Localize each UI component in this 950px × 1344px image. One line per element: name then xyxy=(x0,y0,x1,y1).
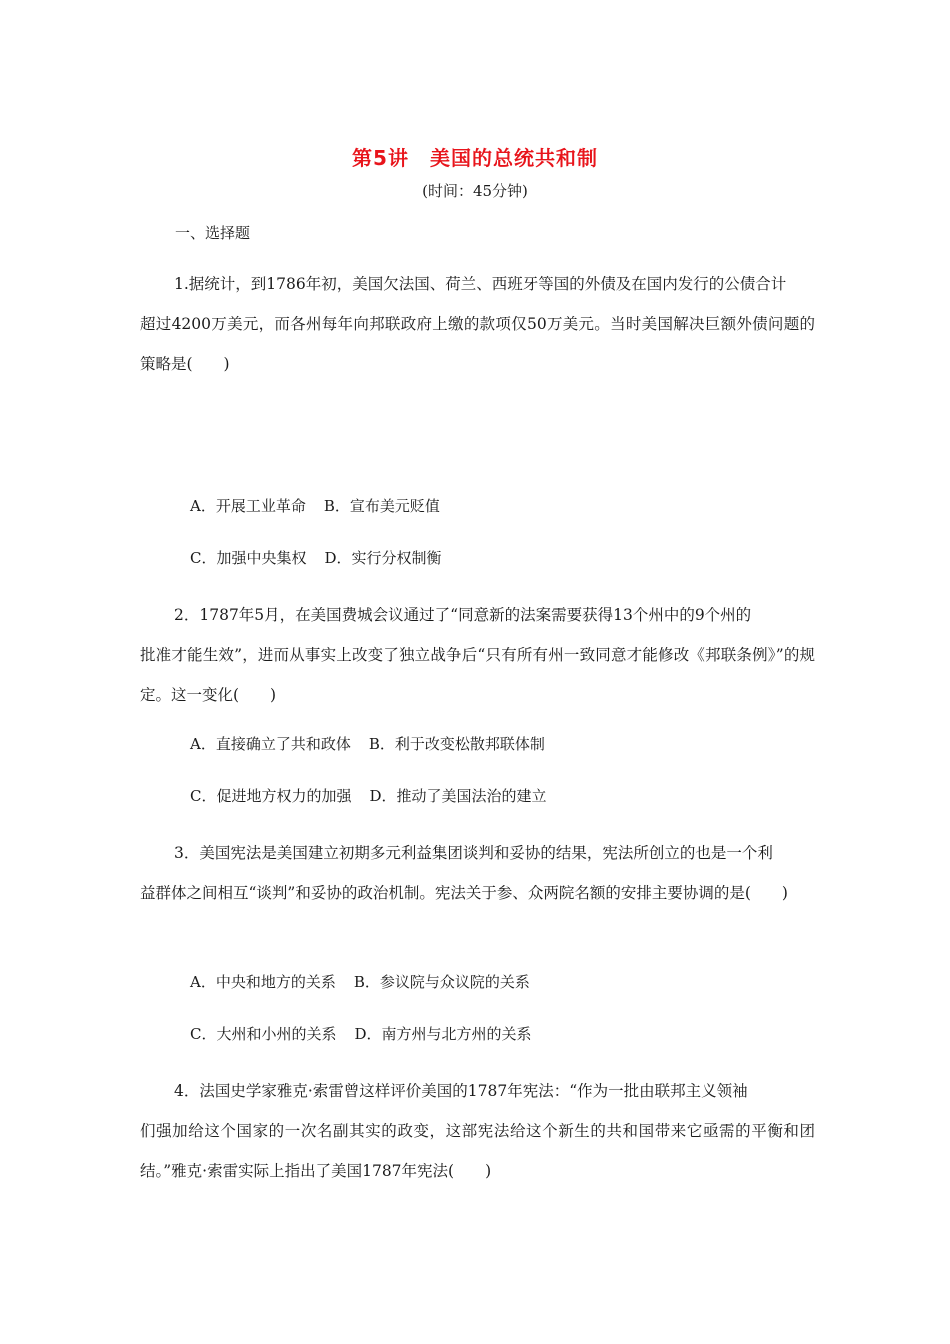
question-3-text-rest: 益群体之间相互“谈判”和妥协的政治机制。宪法关于参、众两院名额的安排主要协调的是( ) xyxy=(140,884,788,902)
question-1 xyxy=(140,264,815,384)
question-3-options-row1 xyxy=(190,971,530,992)
option-b[interactable]: B．参议院与众议院的关系 xyxy=(353,973,530,991)
question-4-text-line1: 4．法国史学家雅克·索雷曾这样评价美国的1787年宪法：“作为一批由联邦主义领袖 xyxy=(174,1082,748,1100)
question-3-text-line1: 3．美国宪法是美国建立初期多元利益集团谈判和妥协的结果，宪法所创立的也是一个利 xyxy=(174,844,773,862)
option-a[interactable]: A．中央和地方的关系 xyxy=(190,973,336,991)
question-1-text-rest: 超过4200万美元，而各州每年向邦联政府上缴的款项仅50万美元。当时美国解决巨额外债问题的策略是( ) xyxy=(140,315,815,373)
option-d[interactable]: D．南方州与北方州的关系 xyxy=(354,1025,532,1043)
option-c[interactable]: C．大州和小州的关系 xyxy=(190,1025,337,1043)
question-4 xyxy=(140,1071,815,1191)
question-1-text-line1: 1.据统计，到1786年初，美国欠法国、荷兰、西班牙等国的外债及在国内发行的公债合计 xyxy=(174,275,787,293)
question-1-options-row2 xyxy=(190,547,442,568)
option-a[interactable]: A．直接确立了共和政体 xyxy=(190,735,351,753)
question-2-text-rest: 批准才能生效”，进而从事实上改变了独立战争后“只有所有州一致同意才能修改《邦联条例》”的规定。这一变化( ) xyxy=(140,646,815,704)
time-limit: (时间：45分钟) xyxy=(422,182,528,200)
question-3-options-row2 xyxy=(190,1023,532,1044)
option-c[interactable]: C．促进地方权力的加强 xyxy=(190,787,352,805)
option-b[interactable]: B．宣布美元贬值 xyxy=(323,497,440,515)
question-3 xyxy=(140,833,815,913)
option-b[interactable]: B．利于改变松散邦联体制 xyxy=(368,735,545,753)
page-title: 第5讲 美国的总统共和制 xyxy=(352,146,598,170)
option-d[interactable]: D．实行分权制衡 xyxy=(324,549,442,567)
option-a[interactable]: A．开展工业革命 xyxy=(190,497,306,515)
question-4-text-rest: 们强加给这个国家的一次名副其实的政变，这部宪法给这个新生的共和国带来它亟需的平衡和团结。”雅克·索雷实际上指出了美国1787年宪法( ) xyxy=(140,1122,815,1180)
question-2 xyxy=(140,595,815,715)
question-1-options-row1 xyxy=(190,495,440,516)
question-2-options-row2 xyxy=(190,785,547,806)
option-c[interactable]: C．加强中央集权 xyxy=(190,549,307,567)
question-2-text-line1: 2．1787年5月，在美国费城会议通过了“同意新的法案需要获得13个州中的9个州的 xyxy=(174,606,752,624)
section-heading: 一、选择题 xyxy=(175,224,251,242)
option-d[interactable]: D．推动了美国法治的建立 xyxy=(369,787,547,805)
question-2-options-row1 xyxy=(190,733,545,754)
